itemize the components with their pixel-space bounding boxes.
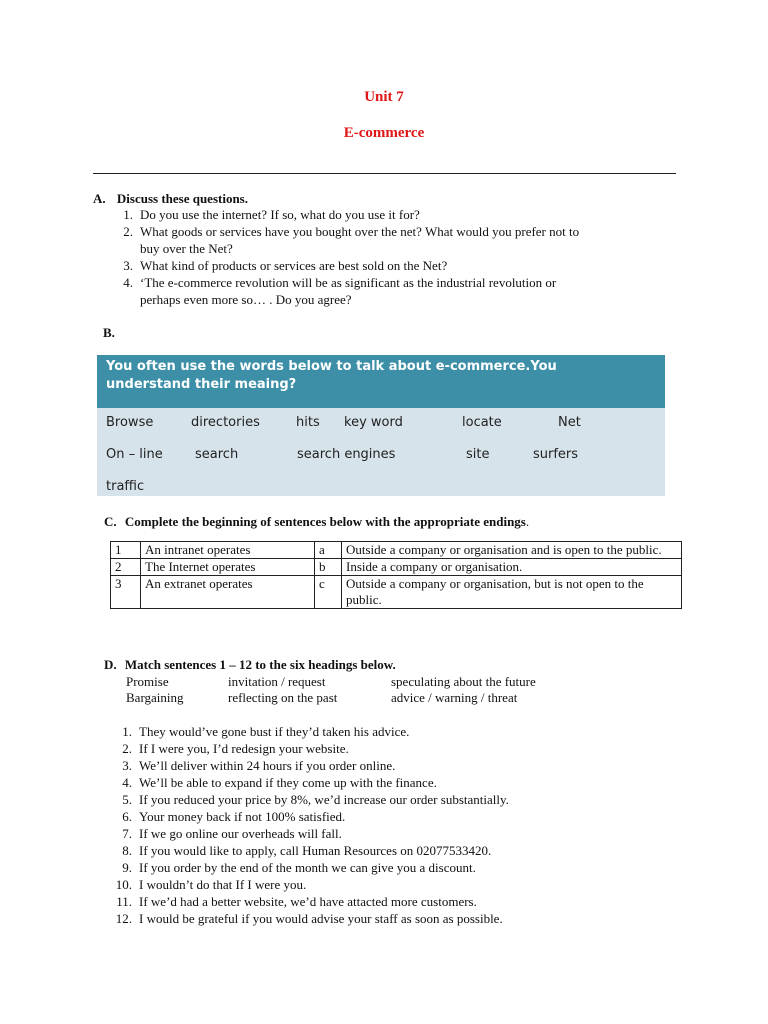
- question-number: 4.: [123, 275, 133, 290]
- row-number: 2: [111, 559, 141, 576]
- ending-letter: b: [315, 559, 342, 576]
- table-row: [111, 559, 682, 576]
- list-item: [115, 257, 675, 274]
- sentence-number: 4.: [122, 775, 132, 790]
- sentence-text: If we go online our overheads will fall.: [139, 826, 342, 841]
- question-text: Do you use the internet? If so, what do you use it for?: [140, 207, 420, 222]
- question-text-continued: buy over the Net?: [140, 241, 233, 256]
- heading-option: invitation / request: [228, 674, 326, 689]
- sentence-text: We’ll deliver within 24 hours if you order online.: [139, 758, 396, 773]
- list-item: [115, 206, 675, 223]
- vocab-word: search engines: [297, 447, 396, 462]
- list-item: [114, 910, 684, 927]
- vocab-word: key word: [344, 415, 403, 430]
- heading-option: advice / warning / threat: [391, 690, 518, 705]
- sentence-text: If I were you, I’d redesign your website.: [139, 741, 349, 756]
- word-box-heading: [97, 355, 665, 408]
- question-number: 2.: [123, 224, 133, 239]
- sentence-ending: Outside a company or organisation, but is not open to the public.: [342, 576, 682, 609]
- section-a-questions: [115, 206, 675, 308]
- sentence-start: An extranet operates: [141, 576, 315, 609]
- section-c-header: [104, 513, 529, 530]
- vocab-word: search: [195, 447, 239, 462]
- table-row: [111, 576, 682, 609]
- section-d-header: [104, 656, 396, 673]
- section-c-heading: Complete the beginning of sentences below with the appropriate endings: [124, 514, 526, 529]
- list-item: [114, 876, 684, 893]
- word-box: [97, 355, 665, 496]
- word-box-heading-line2: understand their meaing?: [106, 377, 297, 392]
- sentence-number: 10.: [115, 877, 132, 892]
- list-item: [114, 723, 684, 740]
- sentence-number: 3.: [122, 758, 132, 773]
- sentence-number: 11.: [116, 894, 132, 909]
- sentence-text: Your money back if not 100% satisfied.: [139, 809, 346, 824]
- sentence-ending: Inside a company or organisation.: [342, 559, 682, 576]
- section-d-heading: Match sentences 1 – 12 to the six headings below.: [124, 657, 396, 672]
- list-item: [115, 223, 675, 257]
- sentence-text: We’ll be able to expand if they come up with the finance.: [139, 775, 437, 790]
- vocab-word: site: [466, 447, 490, 462]
- sentence-number: 2.: [122, 741, 132, 756]
- sentence-start: The Internet operates: [141, 559, 315, 576]
- section-c-letter: C.: [104, 514, 117, 529]
- vocab-word: On – line: [106, 447, 163, 462]
- list-item: [114, 825, 684, 842]
- vocab-word: hits: [296, 415, 320, 430]
- sentence-text: If you reduced your price by 8%, we’d increase our order substantially.: [139, 792, 509, 807]
- list-item: [114, 791, 684, 808]
- sentence-number: 5.: [122, 792, 132, 807]
- sentence-number: 7.: [122, 826, 132, 841]
- list-item: [114, 893, 684, 910]
- matching-table: [110, 541, 682, 609]
- section-d-sentences: [114, 723, 684, 927]
- question-text: What kind of products or services are best sold on the Net?: [140, 258, 448, 273]
- row-number: 1: [111, 542, 141, 559]
- section-a-letter: A.: [93, 191, 106, 206]
- sentence-number: 12.: [115, 911, 132, 926]
- question-text-continued: perhaps even more so… . Do you agree?: [140, 292, 352, 307]
- section-a-header: [93, 190, 248, 207]
- section-c-heading-period: .: [525, 514, 530, 529]
- heading-option: Bargaining: [126, 690, 184, 705]
- unit-title: Unit 7: [364, 89, 404, 105]
- question-number: 3.: [123, 258, 133, 273]
- sentence-start: An intranet operates: [141, 542, 315, 559]
- sentence-text: I would be grateful if you would advise your staff as soon as possible.: [139, 911, 503, 926]
- list-item: [114, 774, 684, 791]
- list-item: [114, 740, 684, 757]
- ending-letter: c: [315, 576, 342, 609]
- unit-subtitle: E-commerce: [343, 125, 425, 141]
- sentence-text: If we’d had a better website, we’d have attacted more customers.: [139, 894, 477, 909]
- ending-letter: a: [315, 542, 342, 559]
- sentence-number: 8.: [122, 843, 132, 858]
- sentence-ending: Outside a company or organisation and is open to the public.: [342, 542, 682, 559]
- question-text: What goods or services have you bought over the net? What would you prefer not to: [140, 224, 580, 239]
- title-divider: [93, 173, 676, 174]
- vocab-word: Browse: [106, 415, 154, 430]
- sentence-number: 1.: [122, 724, 132, 739]
- sentence-number: 9.: [122, 860, 132, 875]
- question-number: 1.: [123, 207, 133, 222]
- vocab-word: directories: [191, 415, 260, 430]
- sentence-text: I wouldn’t do that If I were you.: [139, 877, 307, 892]
- heading-option: Promise: [126, 674, 169, 689]
- sentence-text: If you would like to apply, call Human Resources on 02077533420.: [139, 843, 492, 858]
- vocab-word: traffic: [106, 479, 145, 494]
- sentence-number: 6.: [122, 809, 132, 824]
- list-item: [114, 757, 684, 774]
- heading-option: speculating about the future: [391, 674, 536, 689]
- vocab-word: surfers: [533, 447, 579, 462]
- vocab-word: locate: [462, 415, 502, 430]
- list-item: [114, 842, 684, 859]
- section-b-letter: B.: [103, 325, 115, 340]
- section-a-heading: Discuss these questions.: [116, 191, 248, 206]
- word-box-heading-line1: You often use the words below to talk about e-commerce.You: [106, 359, 557, 374]
- list-item: [114, 859, 684, 876]
- table-row: [111, 542, 682, 559]
- sentence-text: If you order by the end of the month we can give you a discount.: [139, 860, 476, 875]
- question-text: ‘The e-commerce revolution will be as significant as the industrial revolution or: [140, 275, 557, 290]
- section-d-letter: D.: [104, 657, 117, 672]
- heading-option: reflecting on the past: [228, 690, 338, 705]
- vocab-word: Net: [558, 415, 581, 430]
- sentence-text: They would’ve gone bust if they’d taken his advice.: [139, 724, 410, 739]
- list-item: [115, 274, 675, 308]
- list-item: [114, 808, 684, 825]
- row-number: 3: [111, 576, 141, 609]
